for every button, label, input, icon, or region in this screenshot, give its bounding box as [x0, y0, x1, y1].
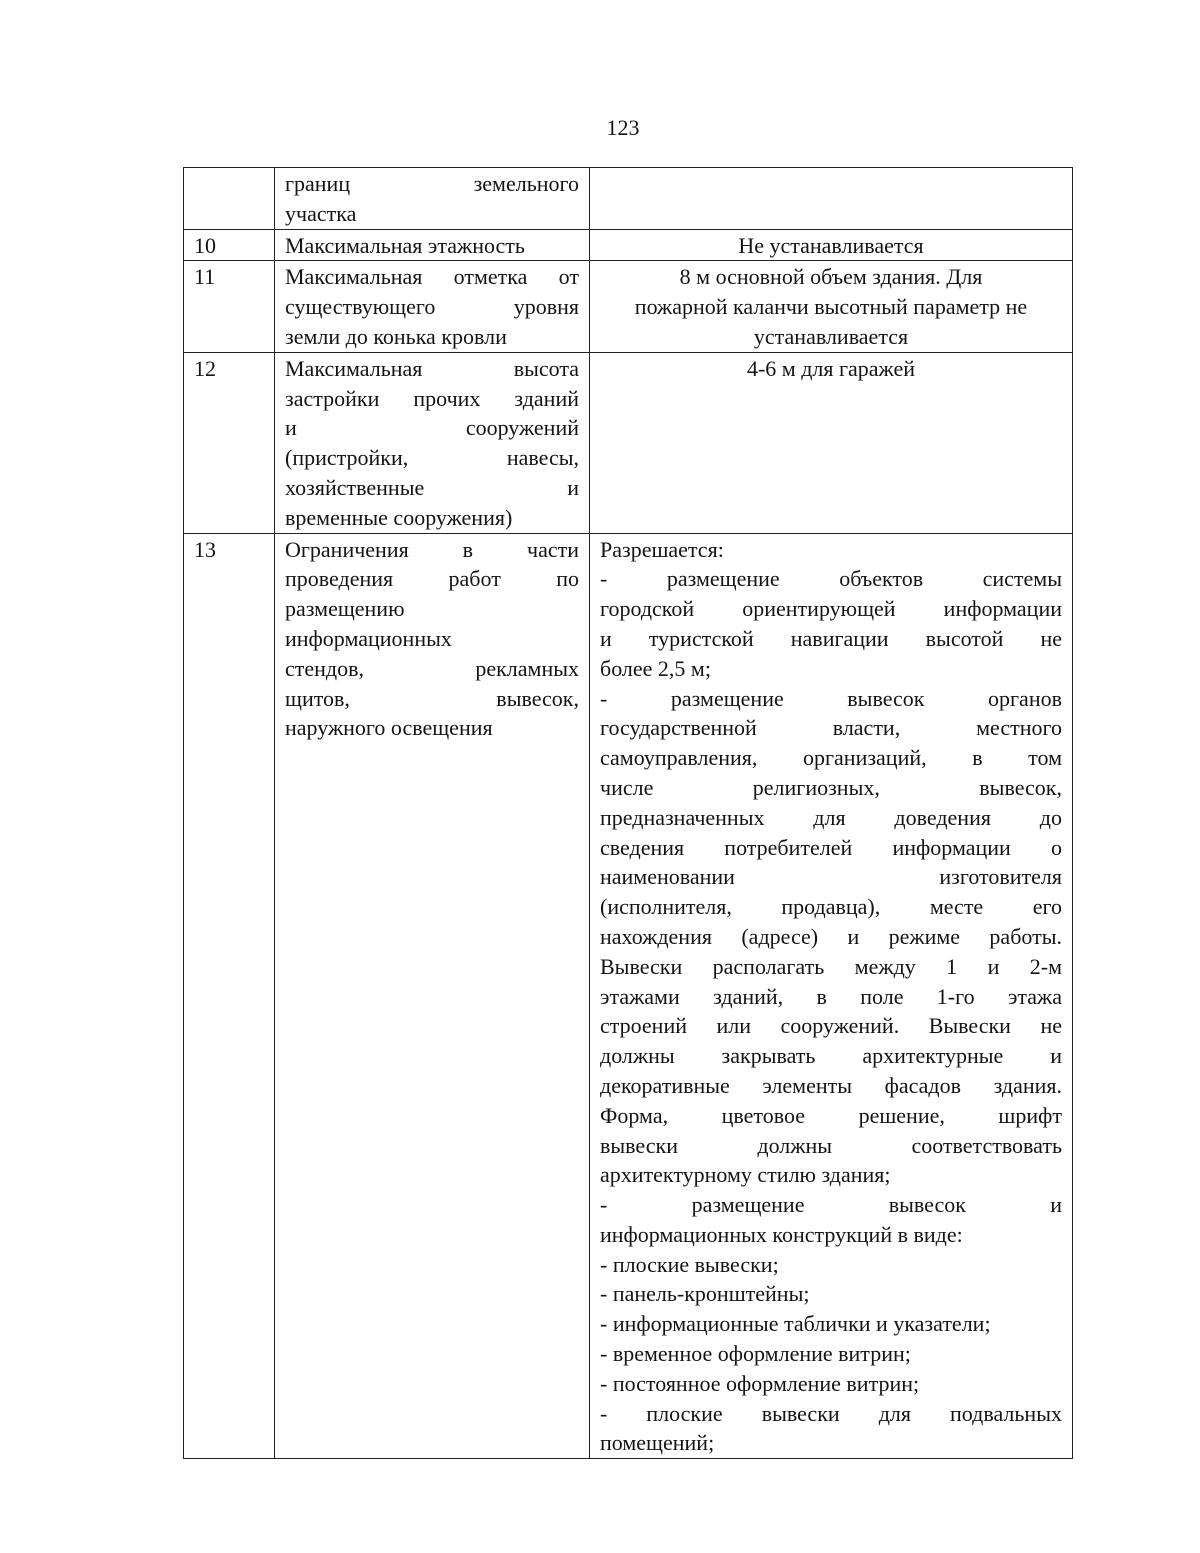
parameter-line: размещению	[285, 596, 405, 622]
value-line: - размещение вывесок и	[600, 1192, 1062, 1218]
parameter-line: информационных	[285, 625, 452, 651]
value-line: Разрешается:	[600, 536, 724, 562]
row-number: 10	[184, 229, 275, 261]
table-row	[184, 261, 1073, 352]
value-line: - плоские вывески для подвальных	[600, 1400, 1062, 1426]
value-line: пожарной каланчи высотный параметр не	[634, 294, 1028, 320]
value-line: Форма, цветовое решение, шрифт	[600, 1102, 1062, 1128]
value-line: устанавливается	[753, 323, 909, 349]
value-line: вывески должны соответствовать	[600, 1132, 1062, 1158]
value-line: этажами зданий, в поле 1-го этажа	[600, 983, 1062, 1009]
table-row	[184, 229, 1073, 261]
parameter-line: проведения работ по	[285, 566, 579, 592]
value-line: (исполнителя, продавца), месте его	[600, 894, 1062, 920]
value-line: строений или сооружений. Вывески не	[600, 1013, 1062, 1039]
table-row	[184, 533, 1073, 1459]
value-cell	[590, 352, 1073, 533]
value-line: - размещение вывесок органов	[600, 685, 1062, 711]
value-line: наименовании изготовителя	[600, 864, 1062, 890]
page-number: 123	[606, 115, 640, 140]
value-line: числе религиозных, вывесок,	[600, 774, 1062, 800]
table-body	[184, 168, 1073, 1459]
parameter-line: границ земельного	[285, 171, 579, 196]
value-line: более 2,5 м;	[600, 655, 711, 681]
parameter-line: наружного освещения	[285, 715, 493, 741]
parameter-cell	[275, 533, 590, 1459]
parameter-line: щитов, вывесок,	[285, 685, 579, 711]
parameter-line: Максимальная этажность	[285, 232, 525, 258]
value-line: - панель-кронштейны;	[600, 1281, 810, 1307]
value-line: предназначенных для доведения до	[600, 804, 1062, 830]
parameter-line: застройки прочих зданий	[285, 385, 579, 411]
value-line: сведения потребителей информации о	[600, 834, 1062, 860]
value-line: 4-6 м для гаражей	[746, 355, 916, 381]
row-number: 13	[184, 533, 275, 1459]
parameter-line: существующего уровня	[285, 294, 579, 320]
value-line: архитектурному стилю здания;	[600, 1162, 891, 1188]
table-row	[184, 168, 1073, 230]
value-line: должны закрывать архитектурные и	[600, 1043, 1062, 1069]
row-number: 12	[184, 352, 275, 533]
value-line: самоуправления, организаций, в том	[600, 745, 1062, 771]
parameter-cell	[275, 352, 590, 533]
table-row	[184, 352, 1073, 533]
value-line: - информационные таблички и указатели;	[600, 1311, 991, 1337]
value-cell	[590, 533, 1073, 1459]
parameter-line: участка	[285, 200, 357, 226]
parameter-cell	[275, 261, 590, 352]
parameter-line: и сооружений	[285, 415, 579, 441]
parameter-line: хозяйственные и	[285, 474, 579, 500]
value-line: 8 м основной объем здания. Для	[679, 264, 983, 290]
parameter-cell	[275, 168, 590, 230]
parameter-line: Максимальная высота	[285, 355, 579, 381]
value-line: - размещение объектов системы	[600, 566, 1062, 592]
value-line: информационных конструкций в виде:	[600, 1221, 963, 1247]
value-cell	[590, 261, 1073, 352]
value-line: государственной власти, местного	[600, 715, 1062, 741]
row-number	[184, 168, 275, 230]
parameter-line: (пристройки, навесы,	[285, 445, 579, 471]
row-number: 11	[184, 261, 275, 352]
value-line: - плоские вывески;	[600, 1251, 779, 1277]
parameter-line: временные сооружения)	[285, 504, 513, 530]
value-line: - постоянное оформление витрин;	[600, 1370, 920, 1396]
value-cell	[590, 168, 1073, 230]
parameter-line: Ограничения в части	[285, 536, 579, 562]
value-line: помещений;	[600, 1430, 715, 1456]
value-line: - временное оформление витрин;	[600, 1341, 911, 1367]
parameter-line: Максимальная отметка от	[285, 264, 579, 290]
parameter-line: стендов, рекламных	[285, 655, 579, 681]
value-line: городской ориентирующей информации	[600, 596, 1062, 622]
regulations-table	[183, 167, 1073, 1459]
value-line: Не устанавливается	[738, 232, 924, 258]
value-line: декоративные элементы фасадов здания.	[600, 1072, 1062, 1098]
parameter-line: земли до конька кровли	[285, 323, 507, 349]
value-cell	[590, 229, 1073, 261]
value-line: Вывески располагать между 1 и 2-м	[600, 953, 1062, 979]
value-line: и туристской навигации высотой не	[600, 625, 1062, 651]
parameter-cell	[275, 229, 590, 261]
value-line: нахождения (адресе) и режиме работы.	[600, 923, 1062, 949]
